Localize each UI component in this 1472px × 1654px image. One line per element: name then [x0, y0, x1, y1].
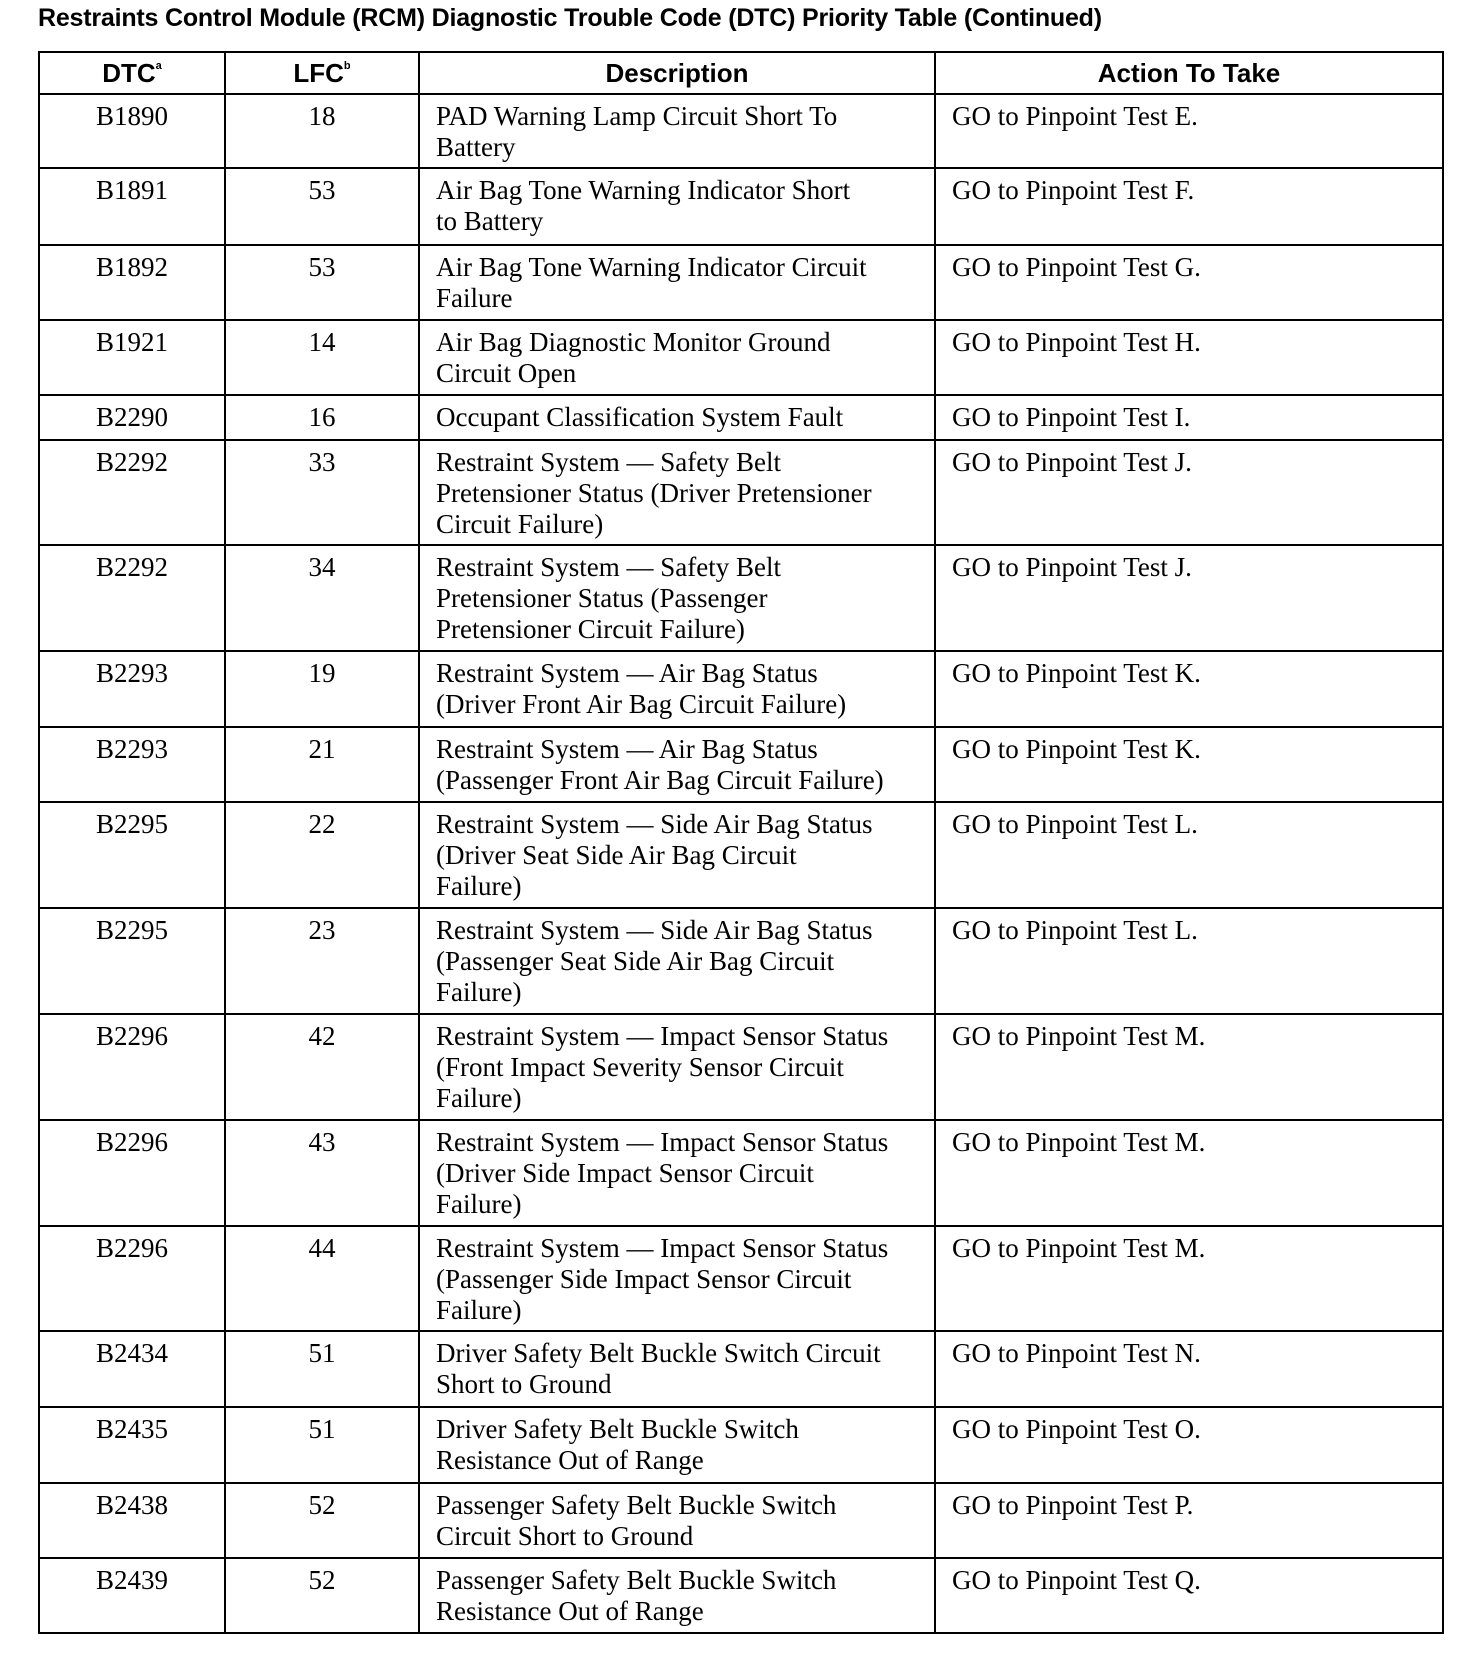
- description-cell: Passenger Safety Belt Buckle Switch Resistance Out of Range: [419, 1558, 935, 1633]
- description-cell: Driver Safety Belt Buckle Switch Circuit Short to Ground: [419, 1331, 935, 1407]
- action-cell: GO to Pinpoint Test K.: [935, 651, 1443, 727]
- dtc-cell: B1890: [39, 94, 225, 168]
- lfc-cell: 21: [225, 727, 419, 802]
- table-row: [39, 1407, 1443, 1483]
- action-cell: GO to Pinpoint Test H.: [935, 320, 1443, 395]
- header-dtc-label: DTC: [102, 57, 156, 88]
- dtc-cell: B2293: [39, 651, 225, 727]
- action-cell: GO to Pinpoint Test E.: [935, 94, 1443, 168]
- header-row: [39, 52, 1443, 94]
- dtc-cell: B1921: [39, 320, 225, 395]
- lfc-cell: 18: [225, 94, 419, 168]
- table-row: [39, 545, 1443, 651]
- table-row: [39, 168, 1443, 245]
- table-row: [39, 802, 1443, 908]
- lfc-cell: 14: [225, 320, 419, 395]
- description-cell: Restraint System — Side Air Bag Status (Passenger Seat Side Air Bag Circuit Failure): [419, 908, 935, 1014]
- action-cell: GO to Pinpoint Test Q.: [935, 1558, 1443, 1633]
- description-cell: Passenger Safety Belt Buckle Switch Circuit Short to Ground: [419, 1483, 935, 1558]
- description-cell: Restraint System — Safety Belt Pretensioner Status (Passenger Pretensioner Circuit Failure): [419, 545, 935, 651]
- description-cell: Air Bag Diagnostic Monitor Ground Circuit Open: [419, 320, 935, 395]
- table-row: [39, 651, 1443, 727]
- lfc-cell: 42: [225, 1014, 419, 1120]
- header-lfc-label: LFC: [293, 57, 344, 88]
- description-cell: Occupant Classification System Fault: [419, 395, 935, 440]
- table-row: [39, 1120, 1443, 1226]
- action-cell: GO to Pinpoint Test M.: [935, 1226, 1443, 1331]
- header-description: Description: [419, 52, 935, 94]
- table-row: [39, 395, 1443, 440]
- header-action: Action To Take: [935, 52, 1443, 94]
- dtc-cell: B2296: [39, 1014, 225, 1120]
- dtc-cell: B2295: [39, 802, 225, 908]
- action-cell: GO to Pinpoint Test J.: [935, 545, 1443, 651]
- lfc-cell: 34: [225, 545, 419, 651]
- header-dtc: [39, 52, 225, 94]
- table-row: [39, 1558, 1443, 1633]
- lfc-cell: 53: [225, 245, 419, 320]
- description-cell: Restraint System — Side Air Bag Status (Driver Seat Side Air Bag Circuit Failure): [419, 802, 935, 908]
- description-cell: Restraint System — Air Bag Status (Driver Front Air Bag Circuit Failure): [419, 651, 935, 727]
- action-cell: GO to Pinpoint Test G.: [935, 245, 1443, 320]
- dtc-cell: B2290: [39, 395, 225, 440]
- lfc-cell: 33: [225, 440, 419, 545]
- lfc-cell: 22: [225, 802, 419, 908]
- action-cell: GO to Pinpoint Test M.: [935, 1120, 1443, 1226]
- header-lfc: [225, 52, 419, 94]
- description-cell: Restraint System — Impact Sensor Status (Front Impact Severity Sensor Circuit Failure): [419, 1014, 935, 1120]
- table-row: [39, 1483, 1443, 1558]
- dtc-cell: B2296: [39, 1120, 225, 1226]
- dtc-cell: B2439: [39, 1558, 225, 1633]
- table-row: [39, 320, 1443, 395]
- action-cell: GO to Pinpoint Test M.: [935, 1014, 1443, 1120]
- description-cell: Restraint System — Air Bag Status (Passenger Front Air Bag Circuit Failure): [419, 727, 935, 802]
- description-cell: Air Bag Tone Warning Indicator Circuit Failure: [419, 245, 935, 320]
- lfc-cell: 44: [225, 1226, 419, 1331]
- dtc-cell: B2435: [39, 1407, 225, 1483]
- dtc-cell: B2434: [39, 1331, 225, 1407]
- description-cell: Driver Safety Belt Buckle Switch Resistance Out of Range: [419, 1407, 935, 1483]
- table-row: [39, 1014, 1443, 1120]
- dtc-cell: B2295: [39, 908, 225, 1014]
- lfc-cell: 23: [225, 908, 419, 1014]
- lfc-cell: 16: [225, 395, 419, 440]
- lfc-cell: 19: [225, 651, 419, 727]
- lfc-cell: 43: [225, 1120, 419, 1226]
- description-cell: PAD Warning Lamp Circuit Short To Battery: [419, 94, 935, 168]
- table-row: [39, 440, 1443, 545]
- dtc-cell: B2293: [39, 727, 225, 802]
- footnote-marker: b: [343, 59, 351, 72]
- table-title: Restraints Control Module (RCM) Diagnostic Trouble Code (DTC) Priority Table (Continued): [38, 4, 1102, 32]
- action-cell: GO to Pinpoint Test P.: [935, 1483, 1443, 1558]
- action-cell: GO to Pinpoint Test O.: [935, 1407, 1443, 1483]
- table-row: [39, 908, 1443, 1014]
- description-cell: Air Bag Tone Warning Indicator Short to Battery: [419, 168, 935, 245]
- dtc-cell: B2292: [39, 440, 225, 545]
- table-row: [39, 245, 1443, 320]
- dtc-cell: B1891: [39, 168, 225, 245]
- action-cell: GO to Pinpoint Test F.: [935, 168, 1443, 245]
- dtc-cell: B2438: [39, 1483, 225, 1558]
- description-cell: Restraint System — Impact Sensor Status (Driver Side Impact Sensor Circuit Failure): [419, 1120, 935, 1226]
- description-cell: Restraint System — Safety Belt Pretensioner Status (Driver Pretensioner Circuit Failure): [419, 440, 935, 545]
- lfc-cell: 52: [225, 1483, 419, 1558]
- lfc-cell: 51: [225, 1331, 419, 1407]
- lfc-cell: 53: [225, 168, 419, 245]
- table-row: [39, 1331, 1443, 1407]
- lfc-cell: 52: [225, 1558, 419, 1633]
- description-cell: Restraint System — Impact Sensor Status (Passenger Side Impact Sensor Circuit Failure): [419, 1226, 935, 1331]
- action-cell: GO to Pinpoint Test I.: [935, 395, 1443, 440]
- action-cell: GO to Pinpoint Test J.: [935, 440, 1443, 545]
- dtc-priority-table: [38, 51, 1444, 1634]
- table-row: [39, 727, 1443, 802]
- action-cell: GO to Pinpoint Test K.: [935, 727, 1443, 802]
- table-row: [39, 94, 1443, 168]
- action-cell: GO to Pinpoint Test L.: [935, 908, 1443, 1014]
- dtc-cell: B2296: [39, 1226, 225, 1331]
- lfc-cell: 51: [225, 1407, 419, 1483]
- dtc-cell: B2292: [39, 545, 225, 651]
- dtc-cell: B1892: [39, 245, 225, 320]
- action-cell: GO to Pinpoint Test N.: [935, 1331, 1443, 1407]
- table-row: [39, 1226, 1443, 1331]
- footnote-marker: a: [155, 59, 162, 72]
- action-cell: GO to Pinpoint Test L.: [935, 802, 1443, 908]
